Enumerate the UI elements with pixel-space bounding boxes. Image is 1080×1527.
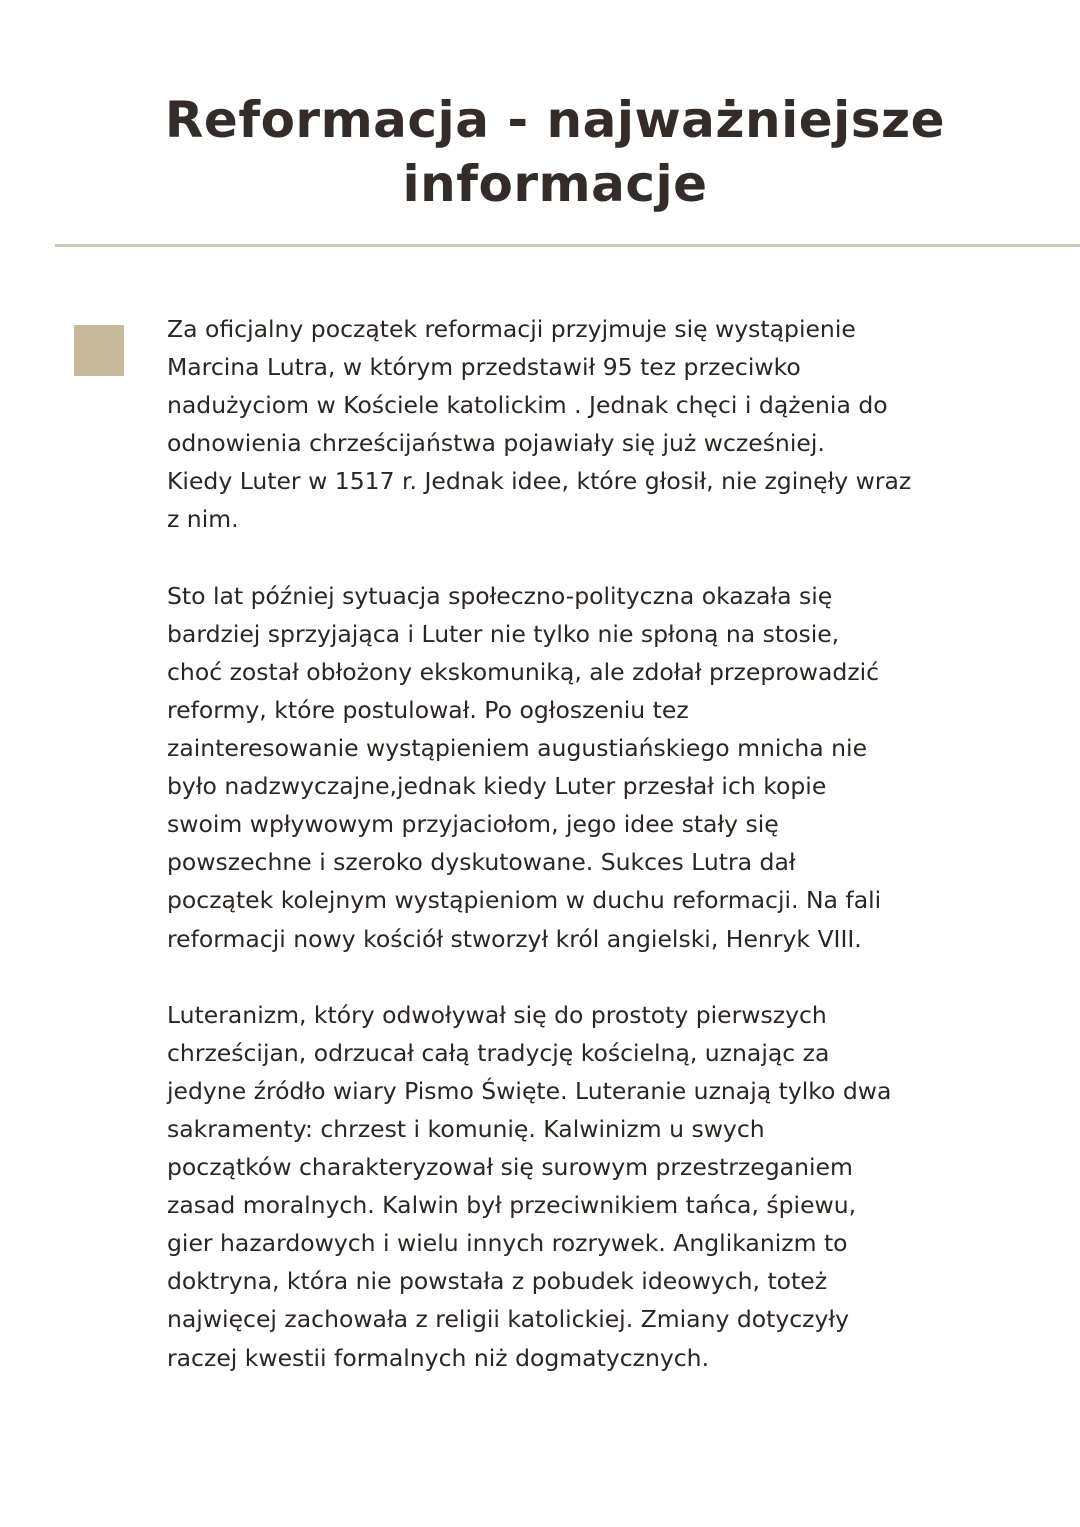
- page-title-line: informacje: [402, 155, 708, 213]
- text-line: doktryna, która nie powstała z pobudek ideowych, toteż: [167, 1267, 828, 1296]
- text-line: chrześcijan, odrzucał całą tradycję kościelną, uznając za: [167, 1038, 830, 1067]
- paragraph-luther-reforms: [167, 577, 1047, 958]
- text-line: początek kolejnym wystąpieniom w duchu reformacji. Na fali: [167, 886, 882, 915]
- text-line: Marcina Lutra, w którym przedstawił 95 tez przeciwko: [167, 353, 801, 382]
- text-line: odnowienia chrześcijaństwa pojawiały się już wcześniej.: [167, 429, 825, 458]
- decorative-square-marker: [74, 325, 124, 376]
- text-line: choć został obłożony ekskomuniką, ale zdołał przeprowadzić: [167, 657, 880, 686]
- text-line: jedyne źródło wiary Pismo Święte. Luteranie uznają tylko dwa: [167, 1076, 892, 1105]
- title-divider: [55, 244, 1080, 247]
- text-line: początków charakteryzował się surowym przestrzeganiem: [167, 1153, 853, 1182]
- text-line: nadużyciom w Kościele katolickim . Jednak chęci i dążenia do: [167, 391, 888, 420]
- page-title-line: Reformacja - najważniejsze: [164, 91, 946, 149]
- text-line: Sto lat później sytuacja społeczno-polityczna okazała się: [167, 581, 833, 610]
- text-line: raczej kwestii formalnych niż dogmatycznych.: [167, 1343, 710, 1372]
- text-line: było nadzwyczajne,jednak kiedy Luter przesłał ich kopie: [167, 772, 827, 801]
- paragraph-official-beginning: [167, 310, 1047, 539]
- text-line: bardziej sprzyjająca i Luter nie tylko nie spłoną na stosie,: [167, 619, 840, 648]
- paragraph-denominations: [167, 996, 1047, 1377]
- text-line: sakramenty: chrzest i komunię. Kalwinizm u swych: [167, 1114, 765, 1143]
- text-line: gier hazardowych i wielu innych rozrywek. Anglikanizm to: [167, 1229, 848, 1258]
- text-line: Kiedy Luter w 1517 r. Jednak idee, które głosił, nie zginęły wraz: [167, 467, 912, 496]
- text-line: swoim wpływowym przyjaciołom, jego idee stały się: [167, 810, 779, 839]
- text-line: zasad moralnych. Kalwin był przeciwnikiem tańca, śpiewu,: [167, 1191, 857, 1220]
- text-line: powszechne i szeroko dyskutowane. Sukces Lutra dał: [167, 848, 796, 877]
- body-text: [167, 310, 1047, 1415]
- page-title: [60, 88, 1050, 216]
- text-line: Luteranizm, który odwoływał się do prostoty pierwszych: [167, 1000, 827, 1029]
- text-line: z nim.: [167, 505, 239, 534]
- text-line: najwięcej zachowała z religii katolickiej. Zmiany dotyczyły: [167, 1305, 850, 1334]
- text-line: Za oficjalny początek reformacji przyjmuje się wystąpienie: [167, 315, 856, 343]
- text-line: reformacji nowy kościół stworzył król angielski, Henryk VIII.: [167, 924, 862, 953]
- text-line: zainteresowanie wystąpieniem augustiańskiego mnicha nie: [167, 734, 868, 763]
- text-line: reformy, które postulował. Po ogłoszeniu tez: [167, 695, 689, 724]
